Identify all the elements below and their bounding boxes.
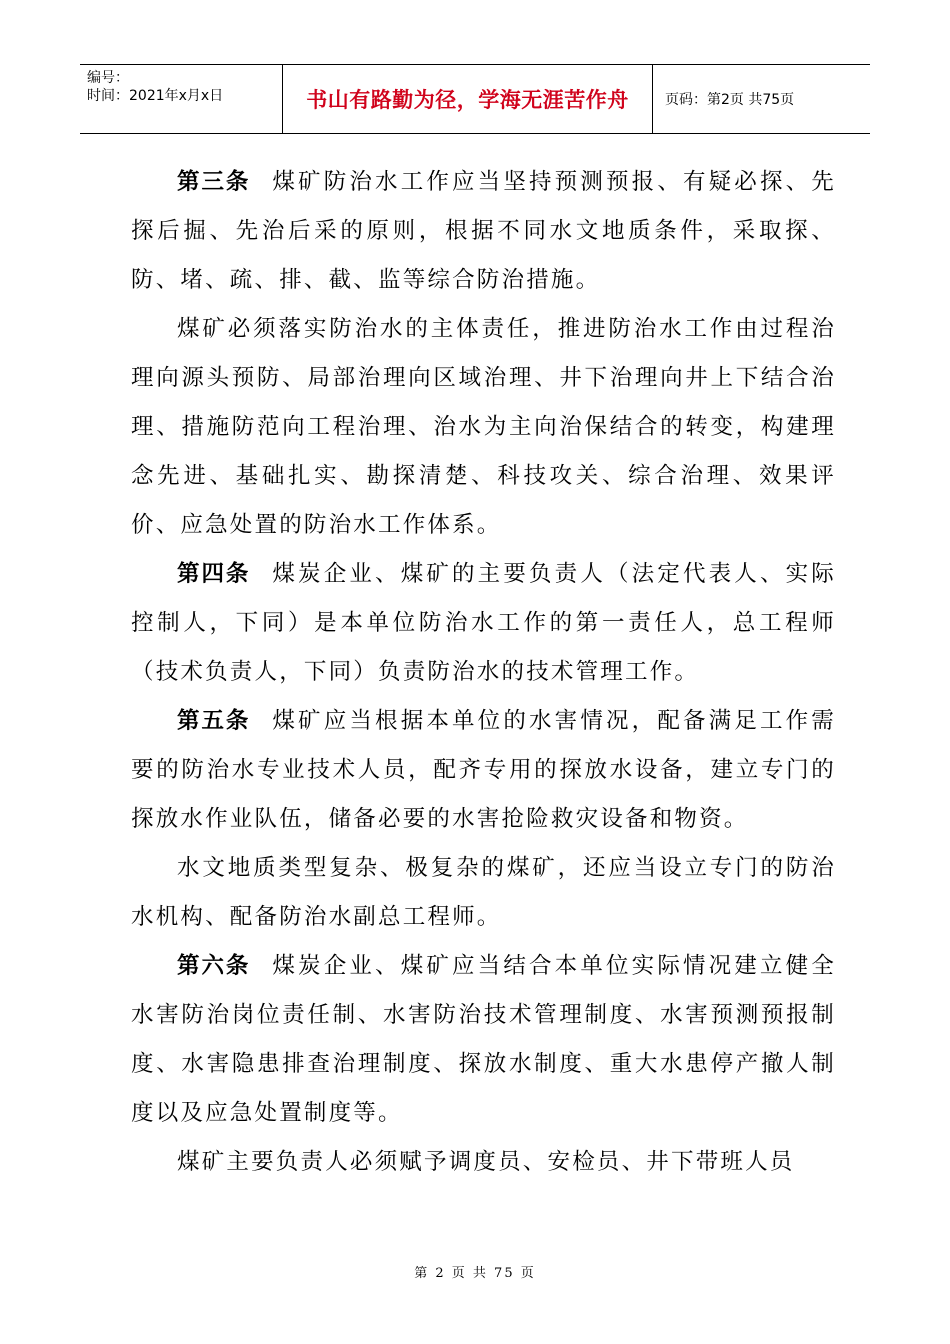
article-3-paragraph-2: 煤矿必须落实防治水的主体责任，推进防治水工作由过程治理向源头预防、局部治理向区域治理、井下治理向井上下结合治理、措施防范向工程治理、治水为主向治保结合的转变，构建理念先进、基础扎实、勘探清楚、科技攻关、综合治理、效果评价、应急处置的防治水工作体系。 xyxy=(131,316,836,538)
header-meta xyxy=(80,65,283,133)
serial-number-label: 编号： xyxy=(87,70,129,86)
document-body xyxy=(131,158,836,1187)
article-3-paragraph-1 xyxy=(131,158,836,305)
article-number: 第五条 xyxy=(177,708,251,734)
article-number: 第三条 xyxy=(177,169,251,195)
header-motto: 书山有路勤为径，学海无涯苦作舟 xyxy=(283,65,653,133)
date-label: 时间：2021年x月x日 xyxy=(87,88,224,104)
article-5-paragraph-1 xyxy=(131,697,836,844)
article-6-paragraph-2: 煤矿主要负责人必须赋予调度员、安检员、井下带班人员 xyxy=(177,1149,795,1175)
article-number: 第四条 xyxy=(177,561,251,587)
article-4-paragraph-1 xyxy=(131,550,836,697)
paragraph-text: 煤矿防治水工作应当坚持预测预报、有疑必探、先探后掘、先治后采的原则，根据不同水文地质条件，采取探、防、堵、疏、排、截、监等综合防治措施。 xyxy=(131,169,836,293)
article-number: 第六条 xyxy=(177,953,251,979)
paragraph-text: 煤矿应当根据本单位的水害情况，配备满足工作需要的防治水专业技术人员，配齐专用的探放水设备，建立专门的探放水作业队伍，储备必要的水害抢险救灾设备和物资。 xyxy=(131,708,836,832)
paragraph-text: 煤炭企业、煤矿的主要负责人（法定代表人、实际控制人，下同）是本单位防治水工作的第一责任人，总工程师（技术负责人，下同）负责防治水的技术管理工作。 xyxy=(131,561,836,685)
header-page-info: 页码：第2页 共75页 xyxy=(665,92,795,108)
page-header xyxy=(80,64,870,134)
article-6-paragraph-1 xyxy=(131,942,836,1138)
page-footer: 第 2 页 共 75 页 xyxy=(414,1266,536,1281)
paragraph-text: 煤炭企业、煤矿应当结合本单位实际情况建立健全水害防治岗位责任制、水害防治技术管理制度、水害预测预报制度、水害隐患排查治理制度、探放水制度、重大水患停产撤人制度以及应急处置制度等。 xyxy=(131,953,836,1126)
article-5-paragraph-2: 水文地质类型复杂、极复杂的煤矿，还应当设立专门的防治水机构、配备防治水副总工程师。 xyxy=(131,855,836,930)
